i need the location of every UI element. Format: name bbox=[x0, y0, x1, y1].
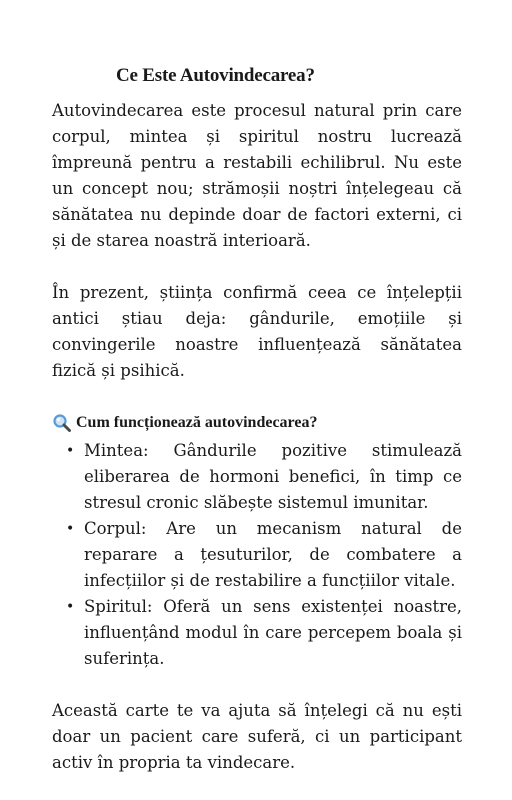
bullet: • bbox=[66, 599, 75, 615]
document-page bbox=[52, 64, 462, 776]
paragraph-spacer bbox=[52, 384, 462, 410]
conclusion-paragraph: Această carte te va ajuta să înțelegi că nu ești doar un pacient care suferă, ci un participant activ în propria ta vindecare. bbox=[52, 701, 462, 772]
list-item bbox=[52, 516, 462, 594]
mechanism-list bbox=[52, 438, 462, 672]
list-item-text: Mintea: Gândurile pozitive stimulează eliberarea de hormoni benefici, în timp ce stresul cronic slăbește sistemul imunitar. bbox=[84, 441, 462, 512]
paragraph-spacer bbox=[52, 672, 462, 698]
science-paragraph: În prezent, știința confirmă ceea ce înțelepții antici știau deja: gândurile, emoțiile și convingerile noastre influențează sănătatea fizică și psihică. bbox=[52, 283, 462, 380]
paragraph-spacer bbox=[52, 254, 462, 280]
section-heading bbox=[52, 410, 462, 436]
intro-paragraph: Autovindecarea este procesul natural prin care corpul, mintea și spiritul nostru lucrează împreună pentru a restabili echilibrul. Nu este un concept nou; strămoșii noștri înțelegeau că sănătatea nu depinde doar de factori externi, ci și de starea noastră interioară. bbox=[52, 101, 462, 250]
list-item-text: Corpul: Are un mecanism natural de reparare a țesuturilor, de combatere a infecțiilor și de restabilire a funcțiilor vitale. bbox=[84, 519, 462, 590]
bullet: • bbox=[66, 443, 75, 459]
list-item bbox=[52, 438, 462, 516]
page-title: Ce Este Autovindecarea? bbox=[116, 65, 315, 86]
bullet: • bbox=[66, 521, 75, 537]
list-item-text: Spiritul: Oferă un sens existenței noastre, influențând modul în care percepem boala și suferința. bbox=[84, 597, 462, 668]
section-heading-text: Cum funcționează autovindecarea? bbox=[76, 414, 318, 431]
list-item bbox=[52, 594, 462, 672]
magnifying-glass-icon bbox=[52, 413, 72, 433]
